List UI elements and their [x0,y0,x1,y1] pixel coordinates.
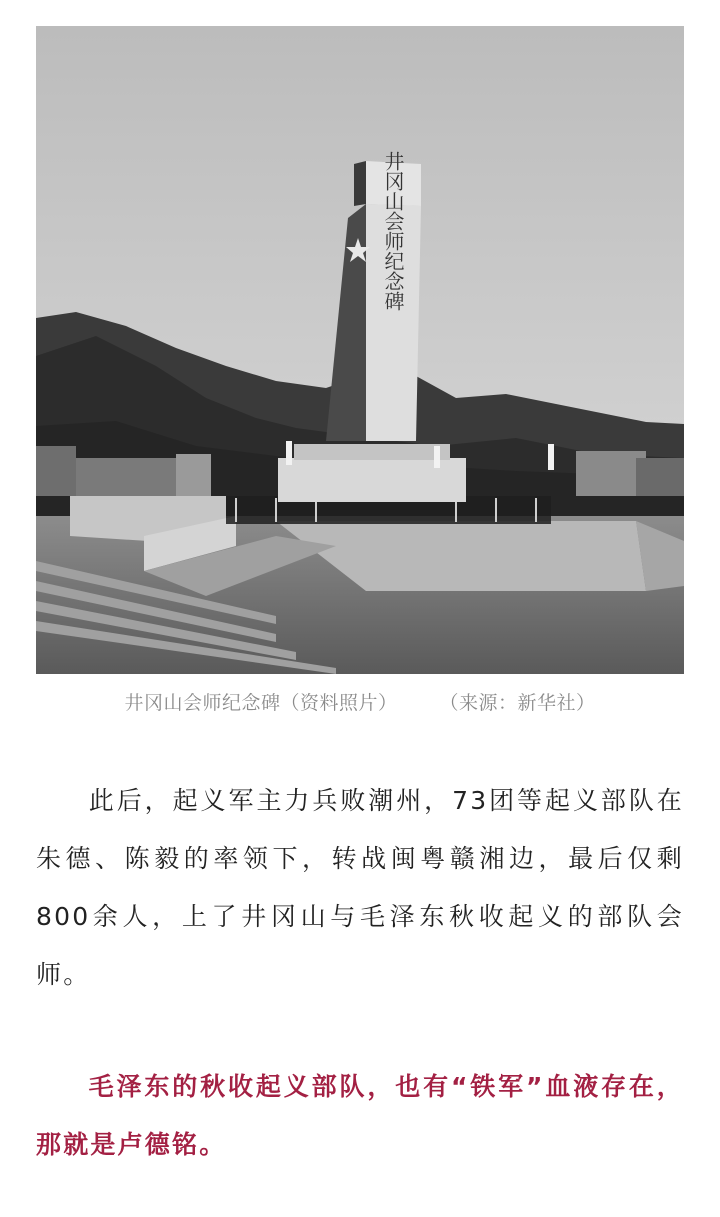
highlight-paragraph-text: 毛泽东的秋收起义部队，也有“铁军”血液存在，那就是卢德铭。 [36,1072,684,1159]
body-paragraph [36,772,684,1004]
photo-caption [36,686,684,716]
highlight-paragraph [36,1058,684,1174]
monument-photo-image [36,26,684,674]
monument-inscription: 井冈山会师纪念碑 [381,151,405,311]
caption-title: 井冈山会师纪念碑（资料照片） [124,691,398,714]
monument-photo [36,26,684,674]
body-paragraph-text: 此后，起义军主力兵败潮州，73团等起义部队在朱德、陈毅的率领下，转战闽粤赣湘边，最后仅剩800余人，上了井冈山与毛泽东秋收起义的部队会师。 [36,786,684,989]
caption-source: （来源：新华社） [439,691,596,714]
